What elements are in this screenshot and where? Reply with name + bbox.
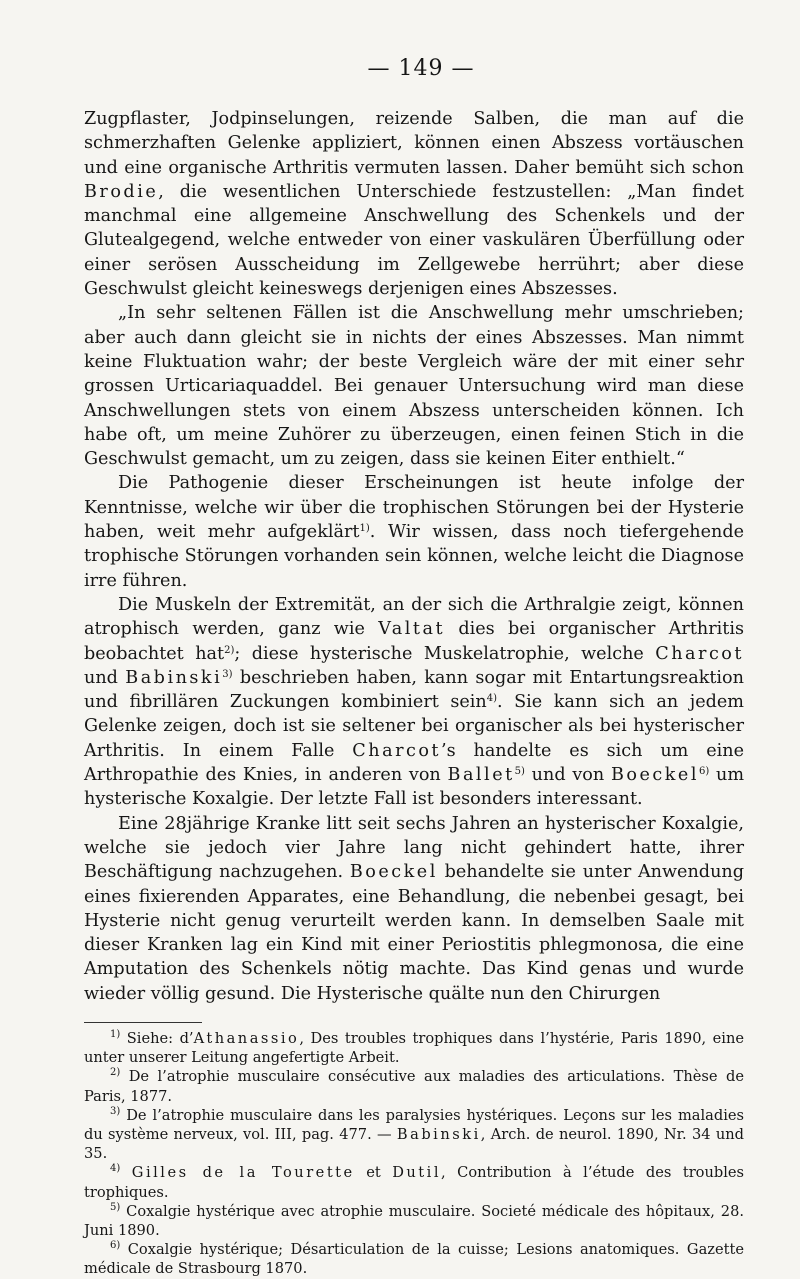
footnote-marker: 2) xyxy=(110,1067,121,1079)
footnote-marker: 1) xyxy=(359,523,370,535)
footnote-marker: 6) xyxy=(110,1240,121,1252)
footnote-divider xyxy=(84,1022,202,1023)
footnotes xyxy=(84,1029,744,1279)
text-run xyxy=(120,1164,132,1181)
footnote xyxy=(84,1202,744,1240)
footnote xyxy=(84,1029,744,1067)
text-run: Siehe: d’ xyxy=(120,1029,194,1047)
author-name: Ballet xyxy=(447,765,515,786)
page-number: — 149 — xyxy=(367,56,475,81)
paragraph xyxy=(84,471,744,592)
paragraph xyxy=(84,593,744,812)
text-run: Die Pathogenie dieser Erscheinungen ist heute infolge der Kenntnisse, welche wir über die trophischen Störungen bei der Hysterie haben, weit mehr aufgeklärt xyxy=(84,473,744,543)
footnote-marker: 5) xyxy=(110,1201,121,1213)
text-run: Zugpflaster, Jodpinselungen, reizende Salben, die man auf die schmerzhaften Gelenke appliziert, können einen Abszess vortäuschen und eine organische Arthritis vermuten lassen. Daher bemüht sich schon xyxy=(84,109,744,178)
text-run: dies bei organischer Arthritis beobachtet hat xyxy=(84,619,745,664)
author-name: Gilles de la Tourette xyxy=(131,1164,355,1182)
author-name: Babinski xyxy=(396,1126,481,1143)
text-run: „In sehr seltenen Fällen ist die Anschwellung mehr umschrieben; aber auch dann gleicht sie in nichts der eines Abszesses. Man nimmt keine Fluktuation wahr; der beste Vergleich wäre der mit einer sehr grossen Urticariaquaddel. Bei genauer Untersuchung wird man diese Anschwellungen stets von einem Abszess unterscheiden können. Ich habe oft, um meine Zuhörer zu überzeugen, einen feinen Stich in die Geschwulst gemacht, um zu zeigen, dass sie keinen Eiter enthielt.“ xyxy=(84,303,744,470)
text-run: Eine 28jährige Kranke litt seit sechs Jahren an hysterischer Koxalgie, welche sie jedoch vier Jahre lang nicht gehindert hatte, ihrer Beschäftigung nachzugehen. xyxy=(84,813,744,883)
author-name: Boeckel xyxy=(610,765,699,786)
footnote xyxy=(84,1106,744,1164)
paragraph xyxy=(84,107,744,301)
footnote-marker: 5) xyxy=(514,766,525,778)
text-run: und von xyxy=(524,765,611,786)
text-run: . Sie kann sich an jedem Gelenke zeigen, doch ist sie seltener bei organischer als bei hysterischer Arthritis. In einem Falle xyxy=(84,692,744,761)
text-run: , Des troubles trophiques dans l’hystérie, Paris 1890, eine unter unserer Leitung angefertigte Arbeit. xyxy=(84,1029,745,1067)
footnote xyxy=(84,1067,744,1105)
text-run: und xyxy=(84,667,126,688)
paragraph xyxy=(84,812,744,1006)
text-run: , Contribution à l’étude des troubles trophiques. xyxy=(84,1164,744,1201)
text-run: Die Muskeln der Extremität, an der sich die Arthralgie zeigt, können atrophisch werden, ganz wie xyxy=(84,594,744,640)
paragraph xyxy=(84,301,744,471)
author-name: Charcot xyxy=(655,643,744,664)
body-text xyxy=(84,107,744,1006)
text-run: Coxalgie hystérique; Désarticulation de la cuisse; Lesions anatomiques. Gazette médicale de Strasbourg 1870. xyxy=(84,1241,744,1278)
author-name: Valtat xyxy=(378,619,446,640)
text-run: De l’atrophie musculaire consécutive aux maladies des articulations. Thèse de Paris, 1877. xyxy=(84,1068,744,1105)
text-run: beschrieben haben, kann sogar mit Entartungsreaktion und fibrillären Zuckungen kombiniert sein xyxy=(84,667,744,713)
footnote-marker: 4) xyxy=(486,693,498,705)
text-run: behandelte sie unter Anwendung eines fixierenden Apparates, eine Behandlung, die nebenbei gesagt, bei Hysterie nicht genug verurteilt werden kann. In demselben Saale mit dieser Kranken lag ein Kind mit einer Periostitis phlegmonosa, die eine Amputation des Schenkels nötig machte. Das Kind genas und wurde wieder völlig gesund. Die Hysterische quälte nun den Chirurgen xyxy=(84,862,744,1004)
text-run: et xyxy=(354,1164,393,1182)
text-run: Coxalgie hystérique avec atrophie musculaire. Societé médicale des hôpitaux, 28. Juni 1890. xyxy=(84,1202,744,1240)
author-name: Charcot xyxy=(352,740,441,761)
footnote-marker: 3) xyxy=(222,668,233,680)
footnote-marker: 2) xyxy=(224,644,235,656)
footnote xyxy=(84,1163,744,1201)
footnote xyxy=(84,1240,744,1278)
author-name: Dutil xyxy=(392,1164,442,1182)
text-run: , Arch. de neurol. 1890, Nr. 34 und 35. xyxy=(84,1126,744,1163)
book-page xyxy=(84,56,744,1279)
footnote-marker: 4) xyxy=(110,1163,121,1175)
footnote-marker: 6) xyxy=(698,766,710,778)
text-run: ’s handelte es sich um eine Arthropathie des Knies, in anderen von xyxy=(84,740,744,786)
author-name: Boeckel xyxy=(349,862,438,883)
text-run: . Wir wissen, dass noch tiefergehende trophische Störungen vorhanden sein können, welche leicht die Diagnose irre führen. xyxy=(84,522,744,591)
footnote-marker: 3) xyxy=(110,1105,121,1117)
text-run: , die wesentlichen Unterschiede festzustellen: „Man findet manchmal eine allgemeine Anschwellung des Schenkels und der Glutealgegend, welche entweder von einer vaskulären Überfüllung oder einer serösen Ausscheidung im Zellgewebe herrührt; aber diese Geschwulst gleicht keineswegs derjenigen eines Abszesses. xyxy=(84,181,744,300)
footnote-marker: 1) xyxy=(110,1028,121,1040)
author-name: Brodie xyxy=(84,181,159,202)
author-name: Athanassio xyxy=(193,1029,300,1047)
text-run: De l’atrophie musculaire dans les paralysies hystériques. Leçons sur les maladies du système nerveux, vol. III, pag. 477. — xyxy=(84,1106,744,1143)
author-name: Babinski xyxy=(125,667,223,688)
text-run: ; diese hysterische Muskelatrophie, welche xyxy=(234,643,656,664)
text-run: um hysterische Koxalgie. Der letzte Fall ist besonders interessant. xyxy=(84,765,744,810)
